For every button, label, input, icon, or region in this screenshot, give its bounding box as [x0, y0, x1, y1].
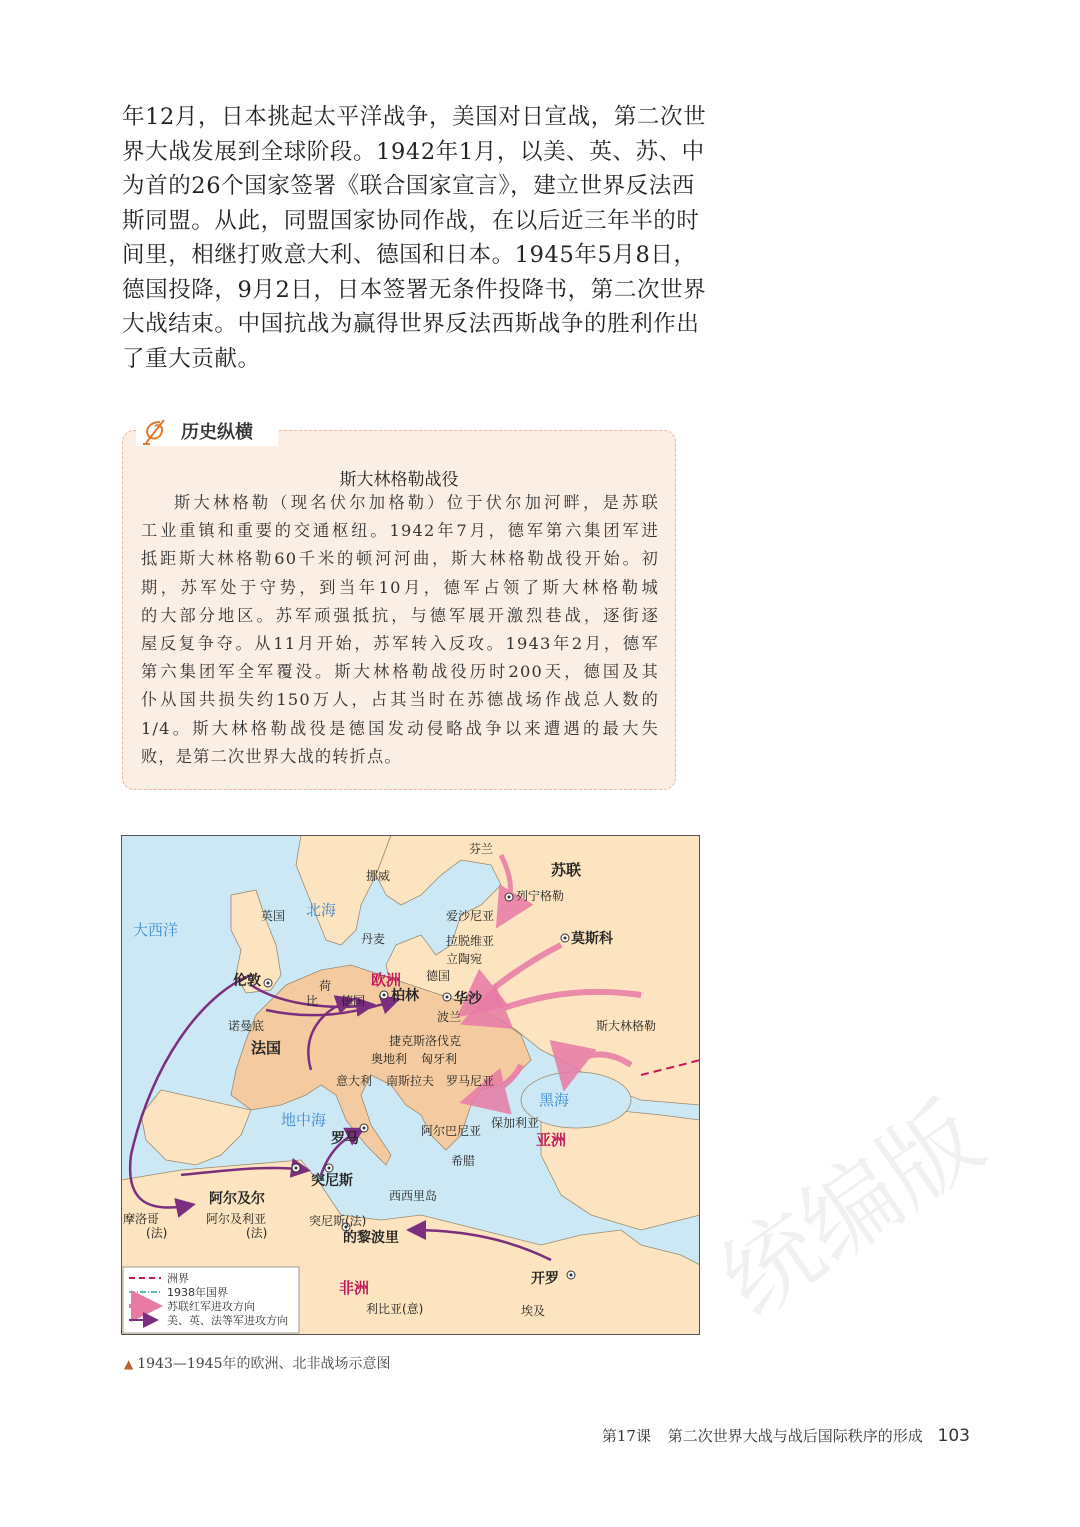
- footer-lesson: 第17课: [601, 1427, 651, 1445]
- map-label-moscow: 莫斯科: [571, 931, 613, 947]
- map-label-algeria-fr: (法): [246, 1226, 268, 1240]
- city-marker: [264, 979, 272, 987]
- map-label-north-sea: 北海: [306, 901, 337, 919]
- city-marker: [325, 1164, 333, 1172]
- sidebar-line: 工业重镇和重要的交通枢纽。1942年7月，德军第六集团军进: [141, 521, 659, 541]
- paragraph-line: 大战结束。中国抗战为赢得世界反法西斯战争的胜利作出: [122, 311, 700, 337]
- map-label-stalingrad: 斯大林格勒: [596, 1019, 657, 1033]
- map-label-egypt: 埃及: [521, 1304, 546, 1318]
- city-marker: [380, 991, 388, 999]
- map-label-cairo: 开罗: [531, 1271, 559, 1287]
- map-label-libya: 利比亚(意): [366, 1302, 424, 1316]
- legend-label: 洲界: [167, 1272, 189, 1285]
- city-marker: [360, 1124, 368, 1132]
- map-label-poland: 波兰: [437, 1010, 462, 1024]
- section-label: 历史纵横: [181, 422, 253, 443]
- map-label-finland: 芬兰: [469, 842, 494, 856]
- map-label-hungary: 匈牙利: [421, 1052, 458, 1066]
- history-section-icon: [140, 417, 170, 447]
- page-footer: [602, 1425, 970, 1446]
- map-label-netherlands: 荷: [319, 979, 332, 993]
- paragraph-line: 德国投降，9月2日，日本签署无条件投降书，第二次世界: [122, 276, 707, 303]
- sidebar-line: 斯大林格勒（现名伏尔加格勒）位于伏尔加河畔，是苏联: [174, 493, 659, 512]
- map-label-estonia: 爱沙尼亚: [446, 909, 495, 923]
- map-label-soviet-union: 苏联: [551, 861, 582, 879]
- map-legend: [123, 1267, 299, 1333]
- legend-label: 美、英、法等军进攻方向: [167, 1314, 288, 1327]
- map-label-italy: 意大利: [336, 1074, 373, 1088]
- map-label-morocco: 摩洛哥: [123, 1212, 160, 1226]
- map-label-latvia: 拉脱维亚: [446, 934, 495, 948]
- map-label-czechoslovakia: 捷克斯洛伐克: [389, 1034, 462, 1048]
- footer-title: 第二次世界大战与战后国际秩序的形成: [667, 1427, 923, 1445]
- paragraph-line: 间里，相继打败意大利、德国和日本。1945年5月8日，: [122, 242, 697, 268]
- paragraph-line: 斯同盟。从此，同盟国家协同作战，在以后近三年半的时: [122, 207, 700, 234]
- map-label-europe: 欧洲: [371, 971, 402, 989]
- map-label-mediterranean: 地中海: [281, 1111, 327, 1129]
- map-label-romania: 罗马尼亚: [446, 1074, 495, 1088]
- map-label-normandy: 诺曼底: [228, 1019, 265, 1033]
- map-label-morocco-fr: (法): [146, 1226, 168, 1240]
- map-caption: [124, 1353, 391, 1373]
- map-label-berlin: 柏林: [391, 988, 419, 1004]
- map-label-leningrad: 列宁格勒: [516, 889, 565, 903]
- sidebar-line: 第六集团军全军覆没。斯大林格勒战役历时200天，德国及其: [141, 662, 659, 682]
- sidebar-line: 败，是第二次世界大战的转折点。: [141, 746, 402, 766]
- sidebar-line: 仆从国共损失约150万人，占其当时在苏德战场作战总人数的: [141, 690, 659, 710]
- sidebar-header: [140, 414, 680, 448]
- map-label-austria: 奥地利: [371, 1052, 408, 1066]
- page-number: 103: [937, 1426, 970, 1446]
- map-label-london: 伦敦: [233, 973, 261, 989]
- sidebar-line: 期，苏军处于守势，到当年10月，德军占领了斯大林格勒城: [141, 577, 659, 597]
- legend-label: 1938年国界: [167, 1286, 228, 1299]
- map-label-uk: 英国: [261, 909, 286, 923]
- map-label-tunis: 突尼斯: [311, 1173, 353, 1189]
- map-label-rome: 罗马: [331, 1131, 359, 1147]
- map-label-algiers: 阿尔及尔: [209, 1191, 265, 1207]
- map-label-denmark: 丹麦: [361, 932, 386, 946]
- caption-text: 1943—1945年的欧洲、北非战场示意图: [137, 1356, 391, 1372]
- map-label-france: 法国: [251, 1039, 282, 1057]
- triangle-icon: ▲: [124, 1357, 134, 1371]
- map-label-albania: 阿尔巴尼亚: [421, 1124, 482, 1138]
- sidebar-title: 斯大林格勒战役: [339, 470, 459, 490]
- watermark: 统编版: [701, 1081, 1002, 1339]
- map-label-africa: 非洲: [339, 1279, 370, 1297]
- map-label-tunisia-fr: 突尼斯(法): [309, 1214, 367, 1228]
- map-label-atlantic: 大西洋: [133, 921, 179, 939]
- map-label-germany-small: 德国: [426, 969, 451, 983]
- paragraph-line: 了重大贡献。: [122, 345, 261, 372]
- map-label-bulgaria: 保加利亚: [491, 1116, 540, 1130]
- history-sidebar-box: [122, 430, 676, 790]
- city-marker: [292, 1164, 300, 1172]
- map-label-warsaw: 华沙: [454, 991, 482, 1007]
- map-label-asia: 亚洲: [536, 1131, 567, 1149]
- map-label-germany-big: 德国: [341, 994, 366, 1008]
- map-label-black-sea: 黑海: [539, 1091, 570, 1109]
- map-label-belgium: 比: [306, 994, 319, 1008]
- paragraph-line: 为首的26个国家签署《联合国家宣言》，建立世界反法西: [122, 173, 695, 199]
- sidebar-line: 的大部分地区。苏军顽强抵抗，与德军展开激烈巷战，逐街逐: [141, 605, 659, 625]
- sidebar-line: 1/4。斯大林格勒战役是德国发动侵略战争以来遭遇的最大失: [141, 718, 659, 738]
- map-label-sicily: 西西里岛: [389, 1189, 438, 1203]
- paragraph-line: 界大战发展到全球阶段。1942年1月，以美、英、苏、中: [122, 138, 705, 165]
- map-label-lithuania: 立陶宛: [446, 952, 483, 966]
- sidebar-paragraph: [141, 489, 659, 771]
- europe-north-africa-map: [121, 835, 700, 1335]
- sidebar-line: 抵距斯大林格勒60千米的顿河河曲，斯大林格勒战役开始。初: [141, 549, 659, 569]
- city-marker: [561, 934, 569, 942]
- sidebar-line: 屋反复争夺。从11月开始，苏军转入反攻。1943年2月，德军: [141, 633, 659, 653]
- legend-label: 苏联红军进攻方向: [167, 1300, 255, 1313]
- body-paragraph: [122, 100, 707, 376]
- map-label-norway: 挪威: [366, 869, 391, 883]
- city-marker: [443, 993, 451, 1001]
- map-label-greece: 希腊: [451, 1154, 476, 1168]
- city-marker: [567, 1271, 575, 1279]
- map-label-algeria: 阿尔及利亚: [206, 1212, 267, 1226]
- city-marker: [505, 893, 513, 901]
- map-label-yugoslavia: 南斯拉夫: [386, 1074, 435, 1088]
- map-label-tripoli: 的黎波里: [343, 1230, 399, 1246]
- paragraph-line: 年12月，日本挑起太平洋战争，美国对日宣战，第二次世: [122, 104, 707, 130]
